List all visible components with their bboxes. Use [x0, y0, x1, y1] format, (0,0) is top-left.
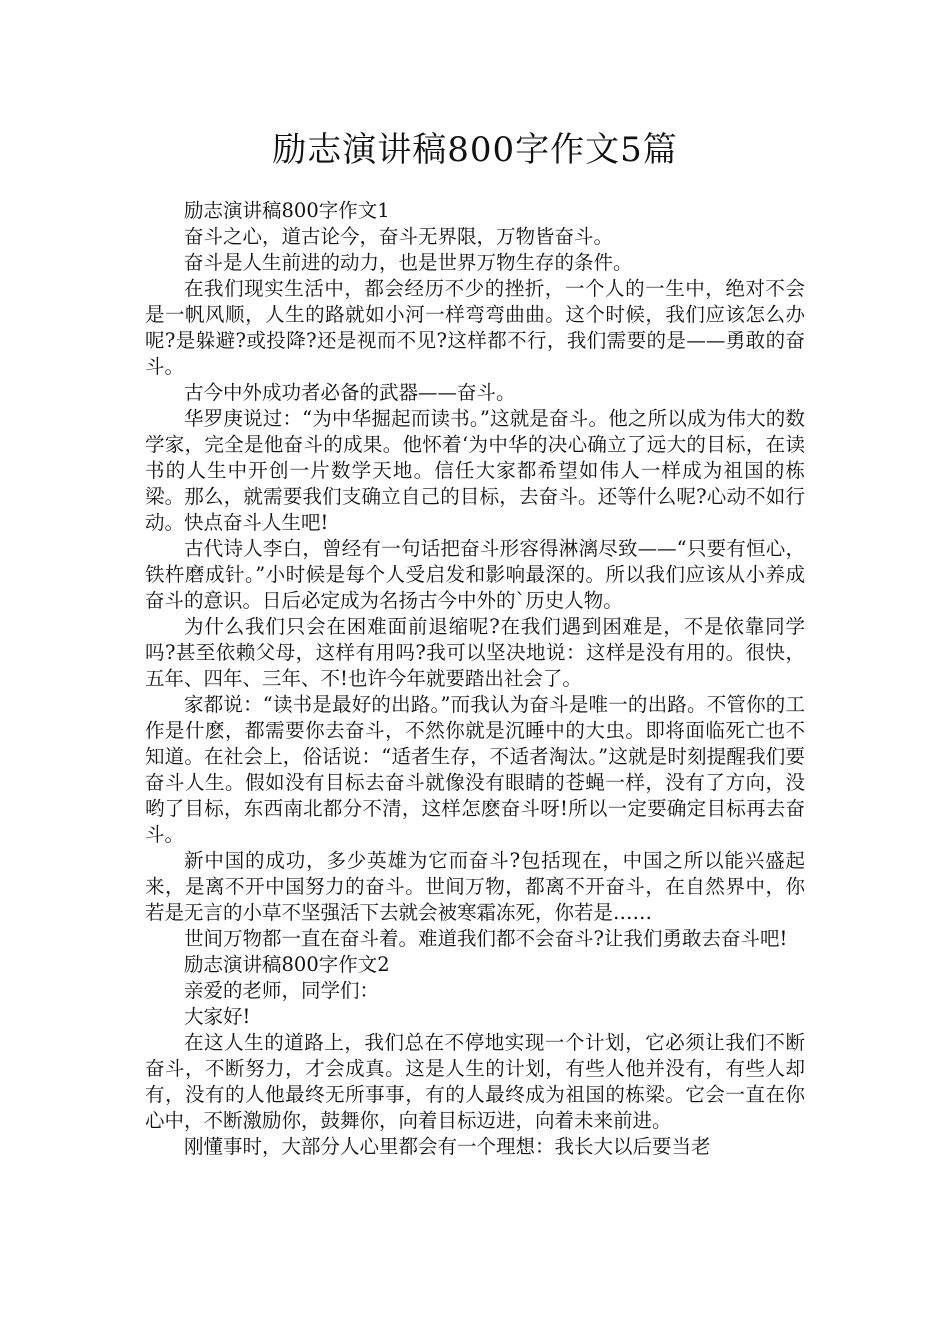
paragraph: 家都说：“读书是最好的出路。”而我认为奋斗是唯一的出路。不管你的工作是什麽，都需要你去奋斗，不然你就是沉睡中的大虫。即将面临死亡也不知道。在社会上，俗话说：“适者生存，不适者淘汰。”这就是时刻提醒我们要奋斗人生。假如没有目标去奋斗就像没有眼睛的苍蝇一样，没有了方向，没哟了目标，东西南北都分不清，这样怎麽奋斗呀!所以一定要确定目标再去奋斗。	[145, 693, 805, 846]
greeting: 大家好!	[184, 1005, 251, 1028]
paragraph: 新中国的成功，多少英雄为它而奋斗?包括现在，中国之所以能兴盛起来，是离不开中国努力的奋斗。世间万物，都离不开奋斗，在自然界中，你若是无言的小草不坚强活下去就会被寒霜冻死，你若是……	[145, 849, 805, 924]
section-heading-2: 励志演讲稿800字作文2	[184, 953, 390, 976]
section-heading-1: 励志演讲稿800字作文1	[184, 199, 390, 222]
salutation: 亲爱的老师，同学们：	[184, 979, 380, 1002]
paragraph: 奋斗是人生前进的动力，也是世界万物生存的条件。	[184, 251, 633, 274]
paragraph: 在我们现实生活中，都会经历不少的挫折，一个人的一生中，绝对不会是一帆风顺，人生的路就如小河一样弯弯曲曲。这个时候，我们应该怎么办呢?是躲避?或投降?还是视而不见?这样都不行，我们需要的是——勇敢的奋斗。	[145, 277, 805, 378]
paragraph: 为什么我们只会在困难面前退缩呢?在我们遇到困难是，不是依靠同学吗?甚至依赖父母，这样有用吗?我可以坚决地说：这样是没有用的。很快，五年、四年、三年、不!也许今年就要踏出社会了。	[145, 615, 805, 690]
document-title: 励志演讲稿800字作文5篇	[272, 130, 678, 170]
paragraph: 古代诗人李白，曾经有一句话把奋斗形容得淋漓尽致——“只要有恒心，铁杵磨成针。”小时候是每个人受启发和影响最深的。所以我们应该从小养成奋斗的意识。日后必定成为名扬古今中外的`历史人物。	[145, 537, 805, 612]
paragraph: 世间万物都一直在奋斗着。难道我们都不会奋斗?让我们勇敢去奋斗吧!	[184, 927, 788, 950]
paragraph: 在这人生的道路上，我们总在不停地实现一个计划，它必须让我们不断奋斗，不断努力，才会成真。这是人生的计划，有些人他并没有，有些人却有，没有的人他最终无所事事，有的人最终成为祖国的栋梁。它会一直在你心中，不断激励你，鼓舞你，向着目标迈进，向着未来前进。	[145, 1031, 805, 1132]
paragraph: 华罗庚说过：“为中华掘起而读书。”这就是奋斗。他之所以成为伟大的数学家，完全是他奋斗的成果。他怀着‘为中华的决心确立了远大的目标，在读书的人生中开创一片数学天地。信任大家都希望如伟人一样成为祖国的栋梁。那么，就需要我们支确立自己的目标，去奋斗。还等什么呢?心动不如行动。快点奋斗人生吧!	[145, 407, 805, 534]
paragraph: 古今中外成功者必备的武器——奋斗。	[184, 381, 516, 404]
paragraph: 刚懂事时，大部分人心里都会有一个理想：我长大以后要当老	[184, 1135, 711, 1158]
paragraph: 奋斗之心，道古论今，奋斗无界限，万物皆奋斗。	[184, 225, 614, 248]
document-body	[145, 198, 805, 1160]
